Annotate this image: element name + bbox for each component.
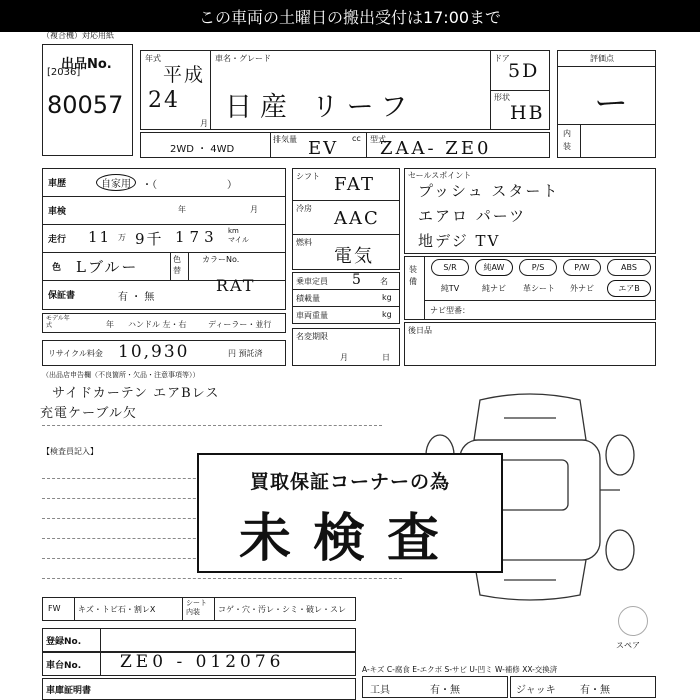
mileage-man: 11 [88, 228, 112, 246]
equip-abs: ABS [607, 259, 651, 276]
name-change-label: 名変期限 [296, 332, 328, 341]
equip-sr: S/R [431, 259, 469, 276]
mileage-label: 走行 [48, 235, 67, 245]
capacity-value: 5 [352, 272, 363, 288]
saturday-notice-banner: この車両の土曜日の搬出受付は17:00まで [0, 0, 700, 32]
retrofit-label: 後日品 [408, 326, 432, 335]
model-year-label: モデル年式 [46, 315, 70, 329]
recycle-label: リサイクル料金 [48, 349, 103, 358]
load-unit: kg [382, 293, 392, 302]
damage-legend: A-キズ C-腐食 E-エクボ S-サビ U-凹ミ W-補修 XX-交換済 [362, 665, 558, 674]
history-rest: ・（ ） [142, 180, 237, 191]
handle-value: ハンドル 左・右 [128, 320, 187, 329]
lot-code: [2036] [47, 67, 81, 78]
inspection-year: 年 [178, 205, 186, 214]
fuel-label: 燃料 [296, 238, 312, 247]
spare-tire-icon [618, 606, 648, 636]
interior-label: 内装 [563, 129, 571, 151]
aircon-label: 冷房 [296, 204, 312, 213]
equip-ps: P/S [519, 259, 557, 276]
model-year-unit: 年 [106, 320, 114, 329]
lot-box [42, 44, 133, 156]
fuel-value: 電気 [334, 246, 374, 267]
dealer-value: ディーラー・並行 [208, 320, 272, 329]
recycle-unit: 円 預託済 [228, 349, 263, 358]
mileage-unit-man: 万 [118, 233, 126, 242]
lot-label: 出品No. [61, 57, 112, 72]
history-value: 自家用 [96, 174, 136, 191]
equip-pw: P/W [563, 259, 601, 276]
shift-label: シフト [296, 172, 320, 181]
remark-line-1: サイドカーテン エアBレス [52, 386, 220, 401]
equip-tv: 純TV [440, 284, 460, 293]
lot-number: 80057 [47, 91, 124, 119]
inspection-label: 車検 [48, 207, 67, 217]
recycle-value: 10,930 [118, 342, 190, 362]
history-label: 車歴 [48, 179, 67, 189]
color-label: 色 [52, 263, 62, 273]
equip-leather: 革シート [523, 284, 555, 293]
tools-value: 有・無 [430, 685, 460, 696]
stamp-line-1: 買取保証コーナーの為 [249, 471, 450, 493]
stamp-line-2: 未検査 [238, 509, 461, 569]
displacement-value: EV [308, 138, 339, 159]
aircon-value: AAC [334, 208, 380, 229]
color-value: Lブルー [76, 258, 139, 276]
seat-items: コゲ・穴・汚レ・シミ・破レ・スレ [218, 605, 346, 614]
equipment-label: 装備 [409, 265, 417, 286]
repaint-label: 色替 [173, 255, 181, 275]
nav-model-label: ナビ型番： [430, 306, 470, 315]
weight-label: 車両重量 [296, 311, 328, 320]
fw-label: FW [48, 604, 61, 613]
year-label: 年式 [145, 54, 161, 63]
chassis-label: 車台No. [46, 661, 82, 671]
jack-value: 有・無 [580, 685, 610, 696]
doors-value: 5D [508, 60, 540, 82]
color-code-label: カラーNo. [202, 255, 240, 264]
name-change-month: 月 [340, 353, 348, 362]
displacement-label: 排気量 [273, 135, 297, 144]
era-value: 平成 [163, 64, 206, 86]
shape-label: 形状 [494, 93, 510, 102]
equip-ext-nav: 外ナビ [570, 284, 594, 293]
car-name-label: 車名・グレード [215, 54, 271, 63]
inspection-month: 月 [250, 205, 258, 214]
selling-point-3: 地デジ TV [418, 232, 501, 250]
fw-items: キズ・トビ石・割レX [78, 605, 156, 614]
jack-label: ジャッキ [516, 685, 556, 696]
selling-point-1: プッシュ スタート [418, 182, 560, 200]
capacity-label: 乗車定員 [296, 277, 328, 286]
warranty-label: 保証書 [48, 291, 76, 301]
car-name-value: 日産 リーフ [225, 92, 416, 123]
inspector-label: 【検査員記入】 [42, 447, 98, 456]
weight-unit: kg [382, 310, 392, 319]
equip-nav: 純ナビ [482, 284, 506, 293]
shape-value: HB [510, 102, 545, 124]
chassis-value: ZE0 - 012076 [120, 652, 285, 672]
remarks-label: （出品店申告欄（不良箇所・欠品・注意事項等）） [42, 371, 200, 379]
displacement-unit: cc [352, 134, 361, 143]
drive-value: 2WD ・ 4WD [170, 144, 235, 155]
equip-airbag: エアB [607, 280, 651, 297]
registration-label: 登録No. [46, 637, 82, 647]
spare-label: スペア [616, 641, 640, 650]
not-inspected-stamp [197, 453, 503, 573]
remark-line-2: 充電ケーブル欠 [40, 406, 137, 421]
mileage-sen: 9千 [135, 230, 164, 248]
selling-point-2: エアロ パーツ [418, 207, 527, 225]
shift-value: FAT [334, 174, 375, 195]
form-title: （複合機）対応用紙 [42, 31, 114, 40]
score-label: 評価点 [590, 54, 614, 63]
load-label: 積載量 [296, 294, 320, 303]
registration-row [42, 628, 356, 652]
model-value: ZAA- ZE0 [380, 138, 492, 159]
mileage-unit: km マイル [228, 227, 249, 244]
seat-label: シート内装 [186, 599, 207, 616]
tools-label: 工具 [370, 685, 390, 696]
capacity-unit: 名 [380, 277, 388, 286]
model-label: 型式 [370, 135, 386, 144]
warranty-value: 有 ・ 無 [118, 292, 155, 303]
garage-cert-label: 車庫証明書 [46, 686, 92, 696]
month-unit: 月 [200, 119, 208, 128]
doors-label: ドア [494, 54, 510, 63]
retrofit-box [404, 322, 656, 366]
year-value: 24 [148, 88, 180, 113]
equip-alloy-wheels: 純AW [475, 259, 513, 276]
color-code-value: RAT [216, 276, 256, 295]
name-change-day: 日 [382, 353, 390, 362]
score-value: ー [594, 84, 630, 124]
selling-points-label: セールスポイント [408, 171, 472, 180]
mileage-rest: 173 [175, 228, 219, 246]
